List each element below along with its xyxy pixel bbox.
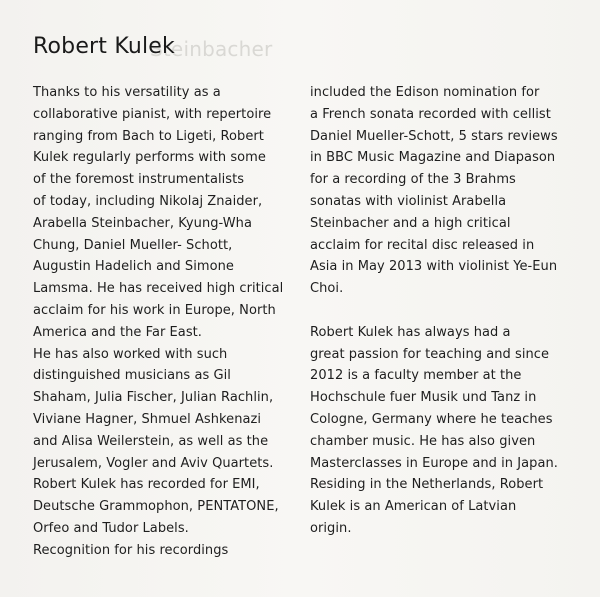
text-line: Hochschule fuer Musik und Tanz in bbox=[310, 390, 537, 406]
bleed-through-text: Steinbacher bbox=[150, 37, 273, 61]
page-title: Robert Kulek bbox=[33, 34, 175, 59]
text-line: for a recording of the 3 Brahms bbox=[310, 172, 516, 188]
text-line: Arabella Steinbacher, Kyung-Wha bbox=[33, 215, 252, 231]
text-line: ranging from Bach to Ligeti, Robert bbox=[33, 128, 264, 144]
text-line: Lamsma. He has received high critical bbox=[33, 281, 284, 297]
text-line: Viviane Hagner, Shmuel Ashkenazi bbox=[33, 411, 262, 427]
text-line: and Alisa Weilerstein, as well as the bbox=[33, 433, 269, 449]
text-line: distinguished musicians as Gil bbox=[33, 368, 231, 384]
text-line: of today, including Nikolaj Znaider, bbox=[33, 193, 263, 209]
text-line: Daniel Mueller-Schott, 5 stars reviews bbox=[310, 128, 558, 144]
text-line: Recognition for his recordings bbox=[33, 542, 229, 558]
text-line: a French sonata recorded with cellist bbox=[310, 106, 551, 122]
text-line: sonatas with violinist Arabella bbox=[310, 193, 507, 209]
text-line: in BBC Music Magazine and Diapason bbox=[310, 150, 556, 166]
right-column bbox=[310, 82, 595, 540]
text-line: Augustin Hadelich and Simone bbox=[33, 259, 234, 275]
text-line: Chung, Daniel Mueller- Schott, bbox=[33, 237, 233, 253]
right-paragraph-1 bbox=[310, 82, 595, 300]
text-line: Asia in May 2013 with violinist Ye-Eun bbox=[310, 259, 558, 275]
text-line: Kulek is an American of Latvian bbox=[310, 499, 517, 515]
text-line: Masterclasses in Europe and in Japan. bbox=[310, 455, 558, 471]
text-line: Orfeo and Tudor Labels. bbox=[33, 520, 189, 536]
text-line: Jerusalem, Vogler and Aviv Quartets. bbox=[33, 455, 274, 471]
text-line: Choi. bbox=[310, 281, 344, 297]
text-line: acclaim for his work in Europe, North bbox=[33, 302, 276, 318]
paragraph-gap bbox=[310, 300, 595, 322]
text-line: America and the Far East. bbox=[33, 324, 202, 340]
left-column bbox=[33, 82, 308, 562]
text-line: chamber music. He has also given bbox=[310, 433, 536, 449]
text-line: Robert Kulek has recorded for EMI, bbox=[33, 477, 260, 493]
text-line: Shaham, Julia Fischer, Julian Rachlin, bbox=[33, 390, 274, 406]
text-line: great passion for teaching and since bbox=[310, 346, 550, 362]
text-line: Thanks to his versatility as a bbox=[33, 85, 221, 100]
text-line: Residing in the Netherlands, Robert bbox=[310, 477, 544, 493]
text-line: Steinbacher and a high critical bbox=[310, 215, 511, 231]
text-line: origin. bbox=[310, 520, 352, 536]
text-line: He has also worked with such bbox=[33, 346, 228, 362]
text-line: Deutsche Grammophon, PENTATONE, bbox=[33, 499, 279, 515]
text-line: Cologne, Germany where he teaches bbox=[310, 411, 553, 427]
text-line: collaborative pianist, with repertoire bbox=[33, 106, 272, 122]
right-paragraph-2 bbox=[310, 322, 595, 540]
text-line: acclaim for recital disc released in bbox=[310, 237, 535, 253]
text-line: Kulek regularly performs with some bbox=[33, 150, 266, 166]
text-line: of the foremost instrumentalists bbox=[33, 172, 245, 188]
text-line: Robert Kulek has always had a bbox=[310, 324, 511, 340]
text-line: 2012 is a faculty member at the bbox=[310, 368, 522, 384]
text-line: included the Edison nomination for bbox=[310, 85, 540, 100]
